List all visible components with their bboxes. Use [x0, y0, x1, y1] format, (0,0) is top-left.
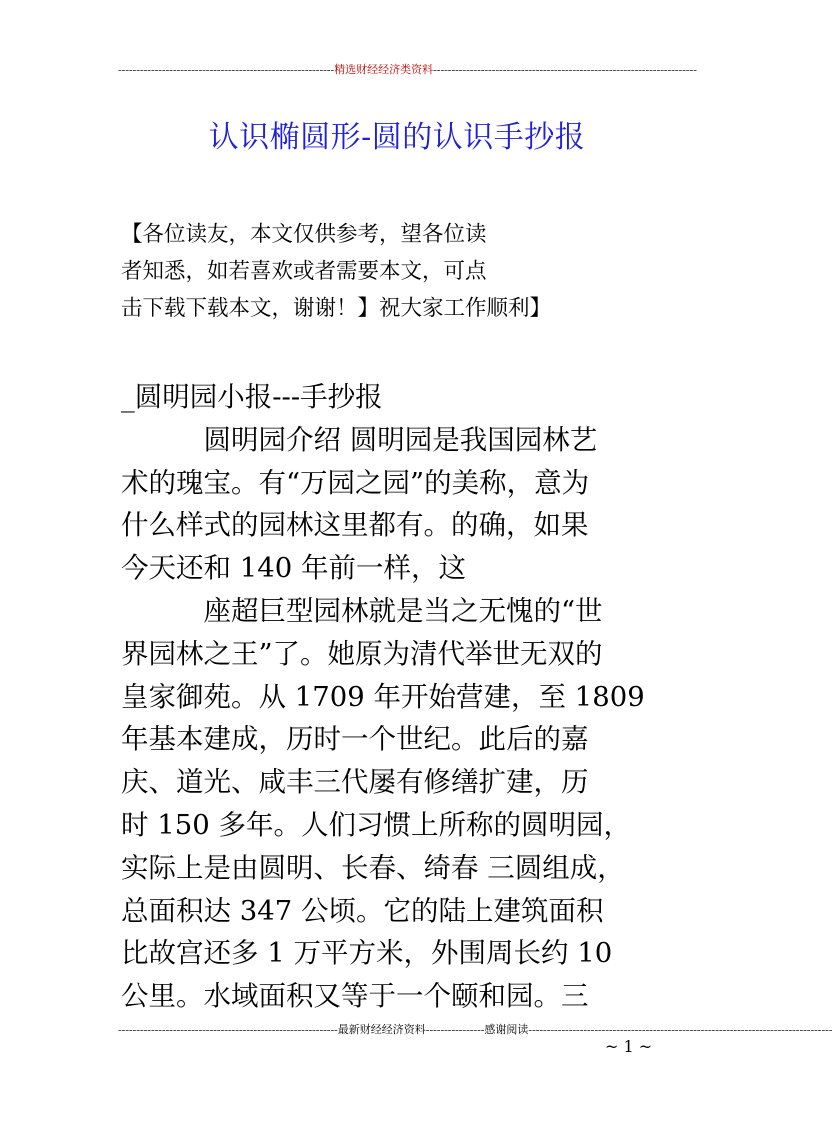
body-line: 实际上是由圆明、长春、绮春 三圆组成， — [121, 851, 625, 884]
body-line: 什么样式的园林这里都有。的确，如果 — [121, 509, 589, 542]
body-line: 时 150 多年。人们习惯上所称的圆明园， — [121, 808, 631, 841]
header-right-dashes: ------------------------------------------------------------------------ — [433, 64, 697, 76]
notice-line: 者知悉，如若喜欢或者需要本文，可点 — [121, 259, 487, 284]
body-line: 公里。水域面积又等于一个颐和园。三 — [121, 980, 589, 1013]
body-line: 今天还和 140 年前一样，这 — [121, 552, 466, 585]
footer-tag-2: 感谢阅读 — [484, 1024, 529, 1036]
body-text — [121, 376, 681, 1018]
header-left-dashes: ----------------------------------------------------------- — [118, 64, 335, 76]
page-number: ~ 1 ~ — [605, 1037, 653, 1056]
body-line: _圆明园小报---手抄报 — [121, 381, 383, 413]
body-line: 术的瑰宝。有“万园之园”的美称，意为 — [121, 466, 590, 499]
header-rule — [118, 61, 697, 77]
body-line: 座超巨型园林就是当之无愧的“世 — [121, 594, 603, 627]
body-line: 比故宫还多 1 万平方米，外围周长约 10 — [121, 937, 613, 970]
body-line: 总面积达 347 公顷。它的陆上建筑面积 — [121, 894, 604, 927]
notice-block — [121, 216, 551, 327]
footer-right-dashes: ----------------------------------------------------------------------------------- — [528, 1024, 832, 1036]
notice-line: 【各位读友，本文仅供参考，望各位读 — [121, 222, 487, 247]
footer-tag-1: 最新财经经济资料 — [337, 1024, 426, 1036]
footer-rule — [118, 1021, 832, 1037]
body-line: 界园林之王”了。她原为清代举世无双的 — [121, 637, 603, 670]
footer-left-dashes: ------------------------------------------------------------ — [118, 1024, 338, 1036]
body-line: 皇家御苑。从 1709 年开始营建，至 1809 — [121, 680, 645, 713]
header-tag: 精选财经经济类资料 — [334, 64, 434, 76]
body-line: 圆明园介绍 圆明园是我国园林艺 — [121, 423, 598, 456]
body-line: 年基本建成，历时一个世纪。此后的嘉 — [121, 723, 589, 756]
notice-line: 击下载下载本文，谢谢！】祝大家工作顺利】 — [121, 296, 552, 321]
footer-mid-dashes: ---------------- — [425, 1024, 485, 1036]
body-line: 庆、道光、咸丰三代屡有修缮扩建，历 — [121, 766, 589, 799]
document-title: 认识椭圆形-圆的认识手抄报 — [208, 120, 586, 155]
